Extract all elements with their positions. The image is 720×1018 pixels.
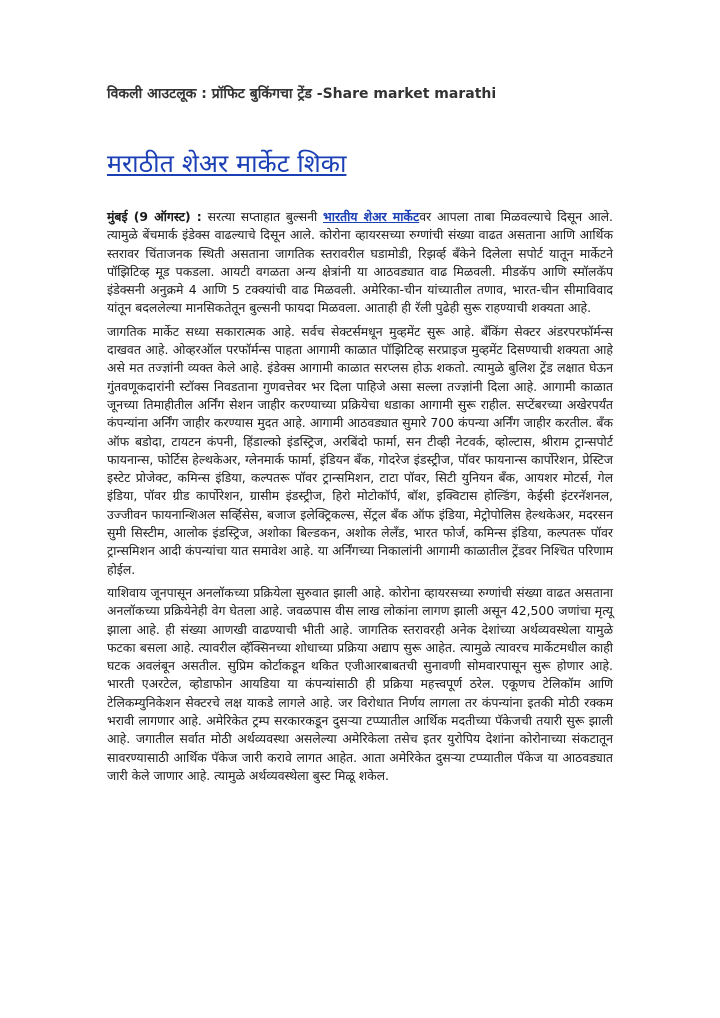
- indian-share-market-link[interactable]: भारतीय शेअर मार्केट: [323, 209, 420, 224]
- article-paragraph-1: [107, 208, 613, 318]
- para1-body-text: वर आपला ताबा मिळवल्याचे दिसून आले. त्यामुळे बेंचमार्क इंडेक्स वाढल्याचे दिसून आले. कोरोना व्हायरसच्या रुग्णांची संख्या वाढत असताना आणि आर्थिक स्तरावर चिंताजनक स्थिती असताना जागतिक स्तरावरील घडामोडी, रिझर्व्ह बँकेने दिलेला सपोर्ट यातून मार्केटने पॉझिटिव्ह मूड पकडला. आयटी वगळता अन्य क्षेत्रांनी या आठवड्यात वाढ मिळवली. मीडकॅप आणि स्मॉलकॅप इंडेक्सनी अनुक्रमे 4 आणि 5 टक्क्यांची वाढ मिळवली. अमेरिका-चीन यांच्यातील तणाव, भारत-चीन सीमाविवाद यांतून बदललेल्या मानसिकतेतून बुल्सनी फायदा मिळवला. आताही ही रॅली पुढेही सुरू राहण्याची शक्यता आहे.: [107, 209, 613, 316]
- learn-share-market-link[interactable]: मराठीत शेअर मार्केट शिका: [107, 149, 347, 178]
- document-title: विकली आउटलूक : प्रॉफिट बुकिंगचा ट्रेंड -Share market marathi: [107, 86, 497, 102]
- article-paragraph-3: याशिवाय जूनपासून अनलॉकच्या प्रक्रियेला सुरुवात झाली आहे. कोरोना व्हायरसच्या रुग्णांची संख्या वाढत असताना अनलॉकच्या प्रक्रियेनेही वेग घेतला आहे. जवळपास वीस लाख लोकांना लागण झाली असून 42,500 जणांचा मृत्यू झाला आहे. ही संख्या आणखी वाढण्याची भीती आहे. जागतिक स्तरावरही अनेक देशांच्या अर्थव्यवस्थेला यामुळे फटका बसला आहे. त्यावरील व्हॅक्सिनच्या शोधाच्या प्रक्रिया अद्याप सुरू आहेत. त्यामुळे त्यावरच मार्केटमधील काही घटक अवलंबून असतील. सुप्रिम कोर्टाकडून थकित एजीआरबाबतची सुनावणी सोमवारपासून सुरू होणार आहे. भारती एअरटेल, व्होडाफोन आयडिया या कंपन्यांसाठी ही प्रक्रिया महत्त्वपूर्ण ठरेल. एकूणच टेलिकॉम आणि टेलिकम्युनिकेशन सेक्टरचे लक्ष याकडे लागले आहे. जर विरोधात निर्णय लागला तर कंपन्यांना इतकी मोठी रक्कम भरावी लागणार आहे. अमेरिकेत ट्रम्प सरकारकडून दुसऱ्या टप्प्यातील आर्थिक मदतीच्या पॅकेजची तयारी सुरू झाली आहे. जगातील सर्वात मोठी अर्थव्यवस्था असलेल्या अमेरिकेला तसेच इतर युरोपिय देशांना कोरोनाच्या संकटातून सावरण्यासाठी आर्थिक पॅकेज जारी करावे लागत आहेत. आता अमेरिकेत दुसऱ्या टप्प्यातील पॅकेज या आठवड्यात जारी केले जाणार आहे. त्यामुळे अर्थव्यवस्थेला बुस्ट मिळू शकेल.: [107, 584, 613, 783]
- dateline: मुंबई (9 ऑगस्ट) :: [107, 209, 202, 224]
- article-paragraph-2: जागतिक मार्केट सध्या सकारात्मक आहे. सर्वच सेक्टर्समधून मुव्हमेंट सुरू आहे. बँकिंग सेक्टर अंडरपरफॉर्मन्स दाखवत आहे. ओव्हरऑल परफॉर्मन्स पाहता आगामी काळात पॉझिटिव्ह सरप्राइज मुव्हमेंट दिसण्याची शक्यता आहे असे मत तज्ज्ञांनी व्यक्त केले आहे. इंडेक्स आगामी काळात सरप्लस होऊ शकतो. त्यामुळे बुलिश ट्रेंड लक्षात घेऊन गुंतवणूकदारांनी स्टॉक्स निवडताना गुणवत्तेवर भर दिला पाहिजे असा सल्ला तज्ज्ञांनी दिला आहे. आगामी काळात जूनच्या तिमाहीतील अर्निंग सेशन जाहीर करण्याच्या प्रक्रियेचा धडाका आगामी सुरू राहील. सप्टेंबरच्या अखेरपर्यंत कंपन्यांना अर्निंग जाहीर करण्यास मुदत आहे. आगामी आठवड्यात सुमारे 700 कंपन्या अर्निंग जाहीर करतील. बँक ऑफ बडोदा, टायटन कंपनी, हिंडाल्को इंडस्ट्रिज, अरबिंदो फार्मा, सन टीव्ही नेटवर्क, व्होल्टास, श्रीराम ट्रान्सपोर्ट फायनान्स, फोर्टिस हेल्थकेअर, ग्लेनमार्क फार्मा, इंडियन बँक, गोदरेज इंडस्ट्रीज, पॉवर फायनान्स कार्पोरेशन, प्रेस्टिज इस्टेट प्रोजेक्ट, कमिन्स इंडिया, कल्पतरू पॉवर ट्रान्समिशन, टाटा पॉवर, सिटी युनियन बँक, आयशर मोटर्स, गेल इंडिया, पॉवर ग्रीड कार्पोरेशन, ग्रासीम इंडस्ट्रीज, हिरो मोटोकॉर्प, बॉश, इक्विटास होल्डिंग, केईसी इंटरनॅशनल, उज्जीवन फायनान्शिअल सर्व्हिसेस, बजाज इलेक्ट्रिकल्स, सेंट्रल बँक ऑफ इंडिया, मेट्रोपोलिस हेल्थकेअर, मदरसन सुमी सिस्टीम, आलोक इंडस्ट्रिज, अशोका बिल्डकन, अशोक लेलँड, भारत फोर्ज, कमिन्स इंडिया, कल्पतरू पॉवर ट्रान्समिशन आदी कंपन्यांचा यात समावेश आहे. या अर्निंगच्या निकालांनी आगामी काळातील ट्रेंडवर निश्चित परिणाम होईल.: [107, 323, 613, 577]
- document-page: [107, 84, 613, 790]
- para1-intro-text: सरत्या सप्ताहात बुल्सनी: [201, 209, 324, 224]
